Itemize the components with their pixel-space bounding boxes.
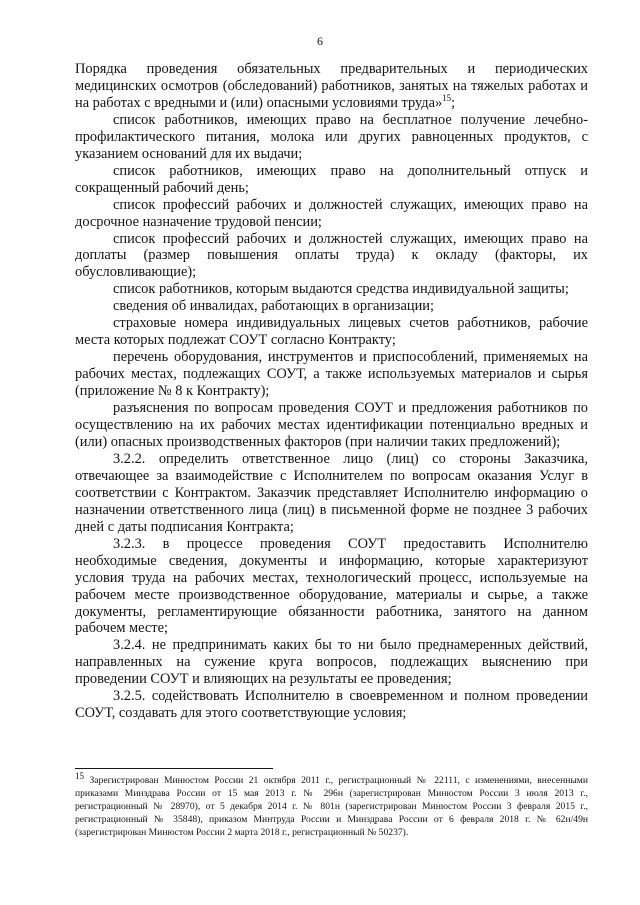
clause-3-2-2: 3.2.2. определить ответственное лицо (лиц) со стороны Заказчика, отвечающее за взаимодействие с Исполнителем по вопросам оказания Услуг в соответствии с Контрактом. Заказчик представляет Исполнителю информацию о назначении ответственного лица (лиц) в письменной форме не позднее 3 рабочих дней с даты подписания Контракта; <box>75 450 588 535</box>
list-item-clarifications: разъяснения по вопросам проведения СОУТ и предложения работников по осуществлению на их рабочих местах идентификации потенциально вредных и (или) опасных производственных факторов (при наличии таких предложений); <box>75 400 588 450</box>
clause-3-2-4: 3.2.4. не предпринимать каких бы то ни было преднамеренных действий, направленных на сужение круга вопросов, подлежащих выяснению при проведении СОУТ и влияющих на результаты ее проведения; <box>75 637 588 688</box>
footnote-divider <box>75 768 273 769</box>
footnote-marker: 15 <box>75 770 84 781</box>
list-item-surcharges: список профессий рабочих и должностей служащих, имеющих право на доплаты (размер повышения оплаты труда) к окладу (факторы, их обусловливающие); <box>75 230 588 281</box>
clause-3-2-3: 3.2.3. в процессе проведения СОУТ предоставить Исполнителю необходимые сведения, документы и информацию, которые характеризуют условия труда на рабочих местах, технологический процесс, используемые на рабочем месте производственное оборудование, материалы и сырье, а также документы, регламентирующие обязанности работника, занятого на данном рабочем месте; <box>75 535 588 637</box>
footnote-reference: 15 <box>442 93 452 104</box>
footnote-text: Зарегистрирован Минюстом России 21 октября 2011 г., регистрационный № 22111, с изменениями, внесенными приказами Минздрава России от 15 мая 2013 г. № 296н (зарегистрирован Минюстом России 3 июля 2013 г., регистрационный № 28970), от 5 декабря 2014 г. № 801н (зарегистрирован Минюстом России 3 февраля 2015 г., регистрационный № 35848), приказом Минтруда России и Минздрава России от 6 февраля 2018 г. № 62н/49н (зарегистрирован Минюстом России 2 марта 2018 г., регистрационный № 50237). <box>75 775 588 839</box>
document-body <box>75 61 588 722</box>
footnote <box>75 770 588 839</box>
list-item-equipment: перечень оборудования, инструментов и приспособлений, применяемых на рабочих местах, подлежащих СОУТ, а также используемых материалов и сырья (приложение № 8 к Контракту); <box>75 349 588 400</box>
list-item-ppe: список работников, которым выдаются средства индивидуальной защиты; <box>113 281 569 298</box>
page-number: 6 <box>317 34 323 48</box>
list-item-pension: список профессий рабочих и должностей служащих, имеющих право на досрочное назначение трудовой пенсии; <box>75 196 588 230</box>
list-item-leave: список работников, имеющих право на дополнительный отпуск и сокращенный рабочий день; <box>75 162 588 196</box>
paragraph-continuation: Порядка проведения обязательных предварительных и периодических медицинских осмотров (обследований) работников, занятых на тяжелых работах и на работах с вредными и (или) опасными условиями труда»$^{15}$; <box>75 61 588 111</box>
clause-3-2-5: 3.2.5. содействовать Исполнителю в своевременном и полном проведении СОУТ, создавать для этого соответствующие условия; <box>75 688 588 722</box>
list-item-insurance-numbers: страховые номера индивидуальных лицевых счетов работников, рабочие места которых подлежат СОУТ согласно Контракту; <box>75 315 588 349</box>
list-item-nutrition: список работников, имеющих право на бесплатное получение лечебно-профилактического питания, молока или других равноценных продуктов, с указанием оснований для их выдачи; <box>75 111 588 162</box>
list-item-disabled: сведения об инвалидах, работающих в организации; <box>113 298 434 315</box>
